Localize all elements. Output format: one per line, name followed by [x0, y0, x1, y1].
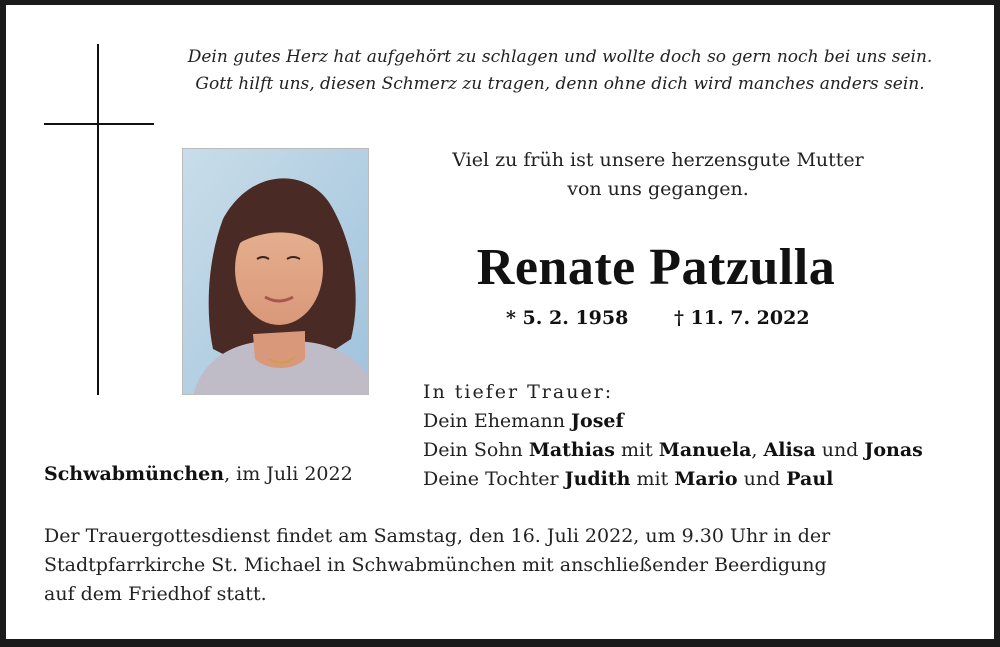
mourners-list — [423, 378, 923, 494]
birth-date: * 5. 2. 1958 — [506, 307, 629, 329]
son-partner: Manuela — [658, 439, 752, 461]
cross-icon-horizontal — [44, 123, 154, 125]
service-line-3: auf dem Friedhof statt. — [44, 583, 267, 605]
service-line-1: Der Trauergottesdienst findet am Samstag, den 16. Juli 2022, um 9.30 Uhr in der — [44, 525, 831, 547]
memorial-quote — [150, 44, 970, 98]
daughter-und: und — [737, 468, 787, 490]
daughter-child: Paul — [786, 468, 834, 490]
service-line-2: Stadtpfarrkirche St. Michael in Schwabmünchen mit anschließender Beerdigung — [44, 554, 827, 576]
daughter-partner: Mario — [674, 468, 738, 490]
deceased-name: Renate Patzulla — [476, 239, 836, 296]
son-mit: mit — [614, 439, 659, 461]
intro-line-1: Viel zu früh ist unsere herzensgute Mutter — [452, 149, 864, 171]
daughter-mit: mit — [630, 468, 675, 490]
mourner-daughter — [423, 465, 923, 494]
son-prefix: Dein Sohn — [423, 439, 529, 461]
death-date: † 11. 7. 2022 — [674, 307, 810, 329]
son-name: Mathias — [528, 439, 615, 461]
son-child-2: Jonas — [864, 439, 923, 461]
son-child-1: Alisa — [763, 439, 816, 461]
intro-text — [412, 146, 904, 204]
mourner-son — [423, 436, 923, 465]
place-date — [44, 460, 353, 489]
mourner-husband — [423, 407, 923, 436]
husband-name: Josef — [571, 410, 624, 432]
place-town: Schwabmünchen — [44, 463, 225, 485]
daughter-prefix: Deine Tochter — [423, 468, 565, 490]
son-und: und — [815, 439, 865, 461]
funeral-service-info — [44, 522, 964, 609]
portrait-photo — [182, 148, 369, 395]
quote-line-2: Gott hilft uns, diesen Schmerz zu tragen, denn ohne dich wird manches anders sein. — [195, 74, 925, 94]
place-date-suffix: , im Juli 2022 — [224, 463, 353, 485]
daughter-name: Judith — [564, 468, 631, 490]
son-comma: , — [751, 439, 764, 461]
mourners-heading: In tiefer Trauer: — [423, 381, 614, 403]
cross-icon-vertical — [97, 44, 99, 395]
intro-line-2: von uns gegangen. — [567, 178, 749, 200]
husband-prefix: Dein Ehemann — [423, 410, 572, 432]
quote-line-1: Dein gutes Herz hat aufgehört zu schlagen und wollte doch so gern noch bei uns sein. — [187, 47, 933, 67]
